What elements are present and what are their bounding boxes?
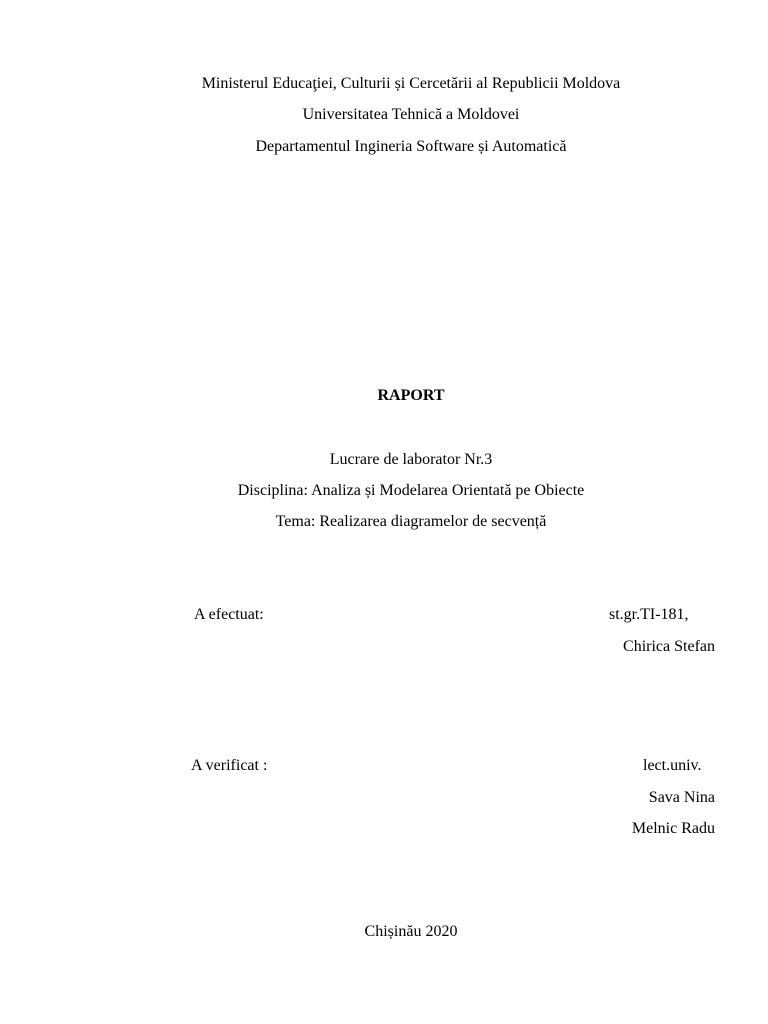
student-group: st.gr.TI-181,	[609, 606, 689, 623]
university-heading: Universitatea Tehnică a Moldovei	[302, 106, 520, 123]
performed-label: A efectuat:	[194, 606, 264, 623]
verified-label: A verificat :	[191, 757, 268, 774]
verifier-name: Sava Nina	[648, 789, 715, 806]
report-title: RAPORT	[377, 387, 445, 404]
department-heading: Departamentul Ingineria Software și Automatică	[255, 138, 567, 155]
student-name: Chirica Stefan	[623, 638, 715, 655]
ministry-heading: Ministerul Educaţiei, Culturii și Cercetării al Republicii Moldova	[201, 75, 621, 92]
theme-line: Tema: Realizarea diagramelor de secvență	[275, 513, 547, 530]
verifier-title: lect.univ.	[643, 757, 702, 774]
lab-work-number: Lucrare de laborator Nr.3	[329, 451, 493, 468]
verifier-name: Melnic Radu	[631, 820, 715, 837]
discipline-line: Disciplina: Analiza și Modelarea Orientată pe Obiecte	[237, 482, 585, 499]
place-year: Chișinău 2020	[364, 923, 458, 940]
